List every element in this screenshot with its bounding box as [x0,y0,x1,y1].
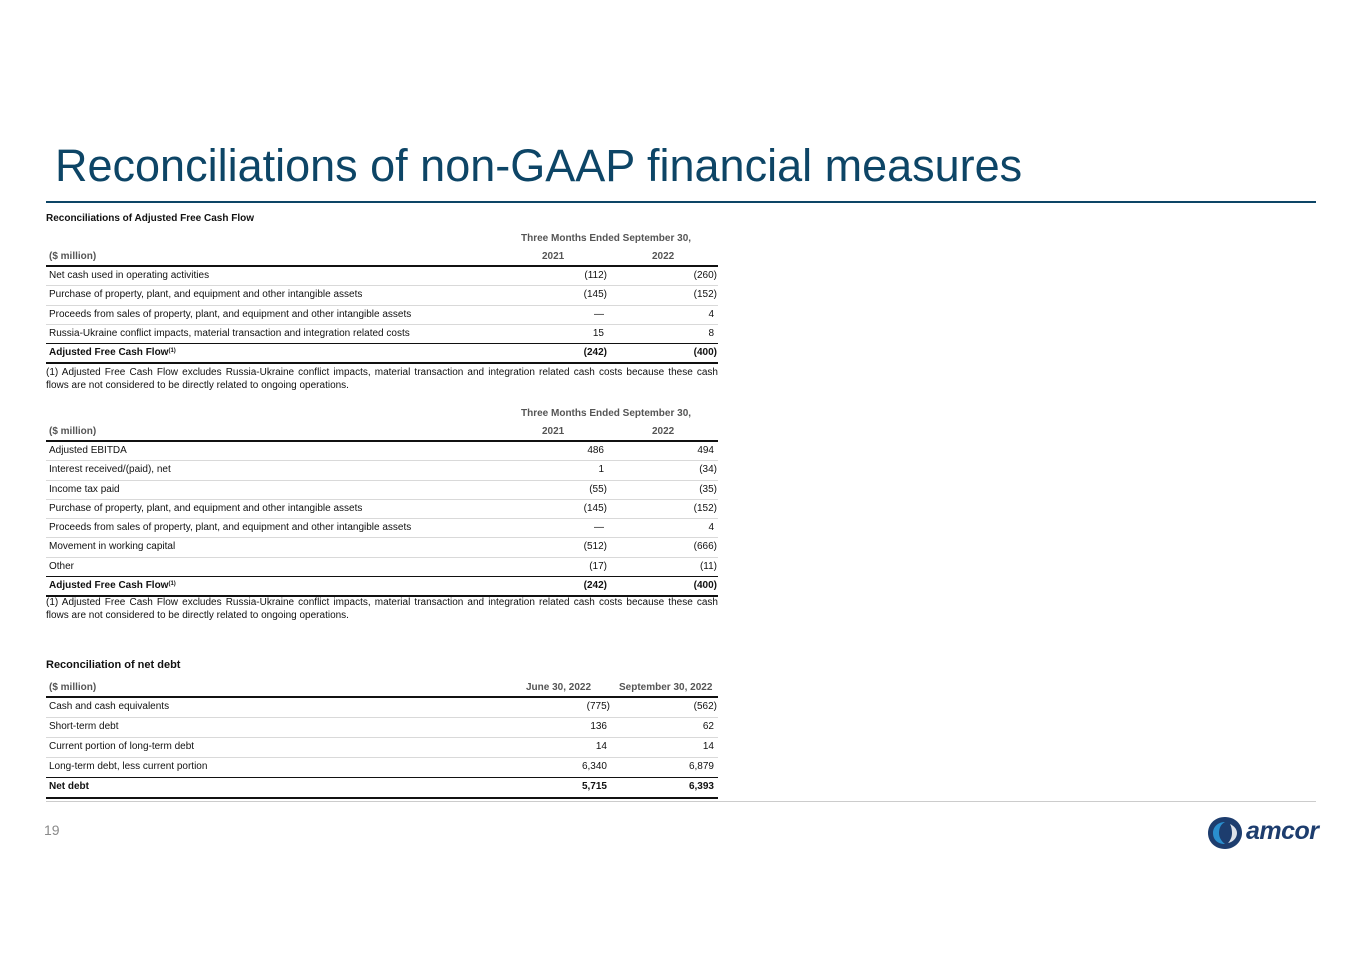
table-row [46,698,718,718]
row-label: Current portion of long-term debt [49,741,195,752]
value-2021: (145) [583,289,607,301]
column-header-2022: 2022 [652,251,675,262]
fcf-table-1 [46,248,718,364]
total-september: 6,393 [688,781,714,792]
value-june: 14 [595,741,607,752]
net-debt-table [46,679,718,799]
table-row [46,481,718,500]
table-header-row [46,423,718,442]
row-label: Long-term debt, less current portion [49,761,208,772]
fcf-table-2 [46,423,718,597]
footer-divider [46,801,1316,802]
table-row [46,538,718,557]
total-label: Adjusted Free Cash Flow [49,347,169,359]
value-2021: — [594,522,604,534]
table-row [46,442,718,461]
unit-label: ($ million) [49,682,97,693]
column-header-2021: 2021 [542,426,565,437]
total-row [46,577,718,597]
period-header: Three Months Ended September 30, [521,233,692,244]
value-2022: 4 [708,522,714,534]
value-june: 136 [590,721,607,732]
total-june: 5,715 [581,781,607,792]
title-divider [46,201,1316,203]
section-title-net-debt: Reconciliation of net debt [46,659,181,671]
table-header-row [46,679,718,698]
value-2021: 486 [587,445,604,456]
row-label: Proceeds from sales of property, plant, and equipment and other intangible assets [49,522,412,534]
page-number: 19 [44,822,60,838]
value-2021: 15 [592,327,604,339]
table-row [46,286,718,305]
total-2021: (242) [583,347,607,359]
total-label-wrap [49,580,176,591]
value-2022: 4 [708,308,714,320]
table-row [46,306,718,325]
column-header-june-2022: June 30, 2022 [526,682,592,693]
amcor-logo-icon [1206,815,1244,851]
value-2021: 1 [598,464,604,476]
table-row [46,519,718,538]
value-september: 62 [702,721,714,732]
total-label: Adjusted Free Cash Flow [49,580,169,592]
row-label: Cash and cash equivalents [49,701,170,712]
table-row [46,267,718,286]
table-row [46,758,718,778]
value-2022: 494 [697,445,714,456]
row-label: Short-term debt [49,721,119,732]
table-row [46,325,718,344]
column-header-2021: 2021 [542,251,565,262]
page-title: Reconciliations of non-GAAP financial measures [55,140,1023,191]
value-2021: (112) [584,270,607,281]
value-2022: 8 [708,327,714,339]
row-label: Purchase of property, plant, and equipment and other intangible assets [49,502,363,514]
row-label: Russia-Ukraine conflict impacts, material transaction and integration related costs [49,327,410,339]
amcor-logo [1206,815,1319,851]
footnote-fcf-1: (1) Adjusted Free Cash Flow excludes Russia-Ukraine conflict impacts, material transaction and integration related cash costs because these cash flows are not considered to be directly related to ongoing operations. [46,367,718,391]
total-2021: (242) [583,580,607,592]
total-2022: (400) [693,347,717,359]
row-label: Purchase of property, plant, and equipment and other intangible assets [49,289,363,301]
total-2022: (400) [693,580,717,592]
row-label: Income tax paid [49,483,120,495]
value-2022: (35) [699,483,717,495]
table-row [46,558,718,577]
value-2021: — [594,308,604,320]
value-2021: (145) [583,502,607,514]
column-header-2022: 2022 [652,426,675,437]
row-label: Movement in working capital [49,541,176,553]
value-2021: (17) [589,560,607,572]
table-row [46,718,718,738]
value-september: 14 [702,741,714,752]
value-2022: (260) [693,270,717,281]
value-june: (775) [586,701,610,712]
section-title-fcf: Reconciliations of Adjusted Free Cash Flow [46,213,254,224]
row-label: Adjusted EBITDA [49,445,127,456]
row-label: Net cash used in operating activities [49,270,210,281]
period-header: Three Months Ended September 30, [521,408,692,419]
value-2022: (666) [693,541,717,553]
total-label-wrap [49,347,176,358]
table-row [46,738,718,758]
table-row [46,461,718,480]
column-header-september-2022: September 30, 2022 [619,682,713,693]
value-2022: (34) [699,464,717,476]
unit-label: ($ million) [49,426,97,437]
value-2022: (152) [693,289,717,301]
value-june: 6,340 [581,761,607,772]
footnote-ref: (1) [168,348,176,355]
brand-wordmark: amcor [1246,817,1319,845]
row-label: Other [49,560,75,572]
row-label: Interest received/(paid), net [49,464,171,476]
total-row [46,778,718,799]
value-september: 6,879 [688,761,714,772]
value-2021: (512) [583,541,607,553]
value-september: (562) [693,701,717,712]
row-label: Proceeds from sales of property, plant, and equipment and other intangible assets [49,308,412,320]
footnote-ref: (1) [168,581,176,588]
table-header-row [46,248,718,267]
footnote-fcf-2: (1) Adjusted Free Cash Flow excludes Russia-Ukraine conflict impacts, material transaction and integration related cash costs because these cash flows are not considered to be directly related to ongoing operations. [46,597,718,621]
total-label: Net debt [49,781,89,792]
unit-label: ($ million) [49,251,97,262]
value-2022: (11) [699,560,717,572]
table-row [46,500,718,519]
total-row [46,344,718,364]
value-2022: (152) [693,502,717,514]
value-2021: (55) [589,483,607,495]
